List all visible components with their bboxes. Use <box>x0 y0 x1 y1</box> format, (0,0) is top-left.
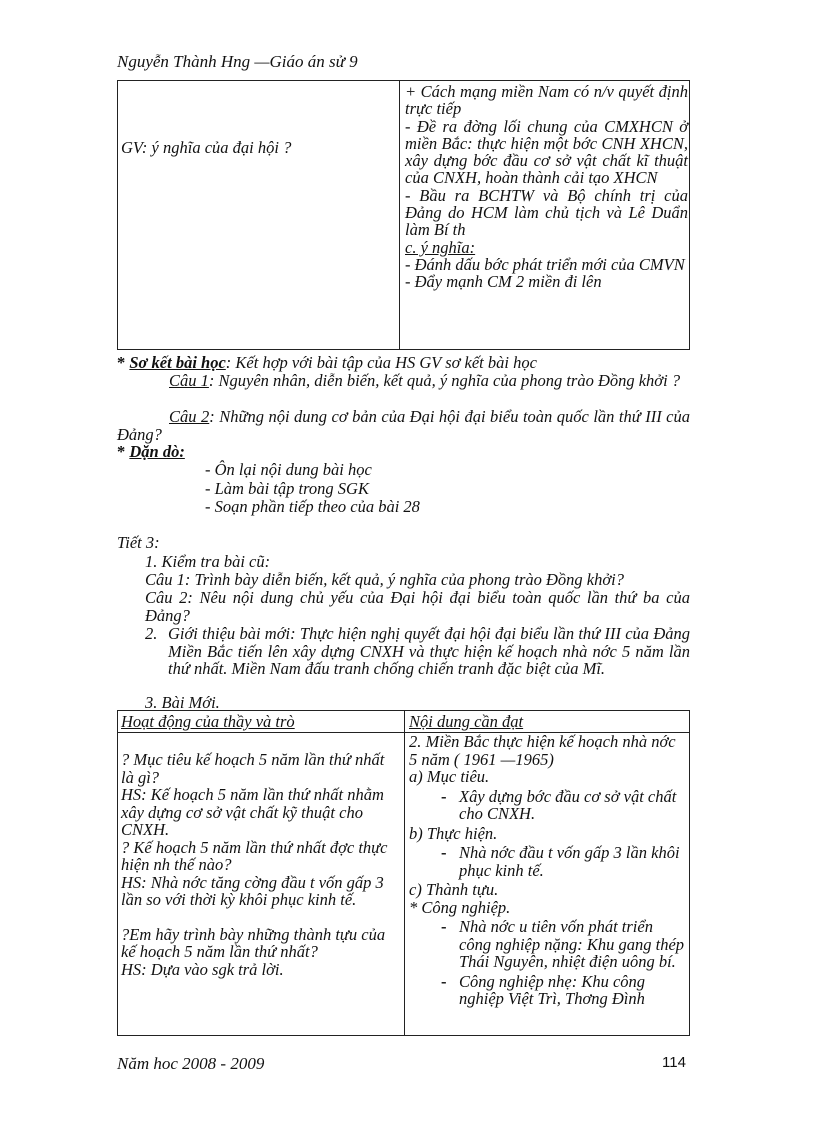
summary-line: * Sơ kết bài học: Kết hợp với bài tập của HS GV sơ kết bài học <box>117 353 537 372</box>
bullet-item: - Công nghiệp nhẹ: Khu công nghiệp Việt Trì, Thơng Đình <box>409 973 687 1008</box>
teacher-question: GV: ý nghĩa của đại hội ? <box>121 138 292 157</box>
activity-line: ?Em hãy trình bày những thành tựu của kế hoạch 5 năm lần thứ nhất? <box>121 924 386 961</box>
column-header-content: Nội dung cần đạt <box>409 712 524 731</box>
content-line: c. ý nghĩa: <box>405 237 476 257</box>
content-line: * Công nghiệp. <box>409 897 511 917</box>
table-divider <box>404 711 405 1035</box>
content-line: a) Mục tiêu. <box>409 767 490 786</box>
bullet-item: - Nhà nớc đầu t vốn gấp 3 lần khôi phục kinh tế. <box>409 844 687 879</box>
lesson-item-1: 1. Kiểm tra bài cũ: <box>145 552 271 571</box>
column-header-activities: Hoạt động của thầy và trò <box>121 712 295 731</box>
review-question-1: Câu 1: Trình bày diễn biến, kết quả, ý nghĩa của phong trào Đồng khởi? <box>145 570 625 589</box>
lesson-item-2-num: 2. <box>145 624 158 643</box>
activity-line: HS: Dựa vào sgk trả lời. <box>121 959 284 979</box>
bullet-item: - Nhà nớc u tiên vốn phát triển công nghiệp nặng: Khu gang thép Thái Nguyên, nhiệt điện uông bí. <box>409 918 687 971</box>
bullet-item: - Xây dựng bớc đầu cơ sở vật chất cho CNXH. <box>409 788 687 823</box>
content-line: - Đánh dấu bớc phát triển mới của CMVN <box>405 254 685 274</box>
content-column <box>409 733 687 1010</box>
content-line: - Đề ra đờng lối chung của CMXHCN ở miền Bắc: thực hiện một bớc CNH XHCN, xây dựng bớc đầu cơ sở vật chất kĩ thuật của CNXH, hoàn thành cải tạo XHCN <box>405 116 688 188</box>
content-line: - Đẩy mạnh CM 2 miền đi lên <box>405 272 602 292</box>
review-question-2: Câu 2: Nêu nội dung chủ yếu của Đại hội đại biểu toàn quốc lần thứ ba của Đảng? <box>145 588 690 625</box>
homework-item: - Ôn lại nội dung bài học <box>205 460 372 479</box>
footer-year: Năm hoc 2008 - 2009 <box>117 1054 265 1073</box>
activity-line: ? Mục tiêu kế hoạch 5 năm lần thứ nhất là gì? <box>121 750 385 787</box>
content-line: 2. Miền Bắc thực hiện kế hoạch nhà nớc 5 năm ( 1961 —1965) <box>409 732 676 769</box>
table1-content <box>405 83 688 291</box>
page-header: Nguyễn Thành Hng —Giáo án sử 9 <box>117 52 358 71</box>
activities-column <box>121 751 396 978</box>
homework-item: - Làm bài tập trong SGK <box>205 479 369 498</box>
activity-line: HS: Nhà nớc tăng cờng đầu t vốn gấp 3 lần so với thời kỳ khôi phục kinh tế. <box>121 872 384 909</box>
homework-heading: * Dặn dò: <box>117 442 185 461</box>
content-table-2 <box>117 710 690 1036</box>
lesson-item-3: 3. Bài Mới. <box>145 693 220 712</box>
activity-line: HS: Kế hoạch 5 năm lần thứ nhất nhằm xây dựng cơ sở vật chất kỹ thuật cho CNXH. <box>121 785 384 839</box>
content-line: - Bầu ra BCHTW và Bộ chính trị của Đảng do HCM làm chủ tịch và Lê Duẩn làm Bí th <box>405 185 688 240</box>
content-line: + Cách mạng miền Nam có n/v quyết định trực tiếp <box>405 82 688 119</box>
summary-label: Sơ kết bài học <box>129 353 226 372</box>
page-number: 114 <box>662 1054 686 1071</box>
table-divider <box>399 81 400 349</box>
content-line: b) Thực hiện. <box>409 823 498 843</box>
question-2: Câu 2: Những nội dung cơ bản của Đại hội đại biểu toàn quốc lần thứ III của Đảng? <box>117 407 690 444</box>
content-table-1 <box>117 80 690 350</box>
lesson-title: Tiết 3: <box>117 533 160 552</box>
homework-item: - Soạn phần tiếp theo của bài 28 <box>205 497 420 516</box>
lesson-item-2: Giới thiệu bài mới: Thực hiện nghị quyết đại hội đại biểu lần thứ III của Đảng Miền Bắc tiến lên xây dựng CNXH và thực hiện kế hoạch nhà nớc 5 năm lần thứ nhất. Miền Nam đấu tranh chống chiến tranh đặc biệt của Mĩ. <box>168 624 690 678</box>
activity-line: ? Kế hoạch 5 năm lần thứ nhất đợc thực hiện nh thế nào? <box>121 837 388 874</box>
content-line: c) Thành tựu. <box>409 880 499 899</box>
question-1: Câu 1: Nguyên nhân, diễn biến, kết quả, ý nghĩa của phong trào Đồng khởi ? <box>169 371 681 390</box>
